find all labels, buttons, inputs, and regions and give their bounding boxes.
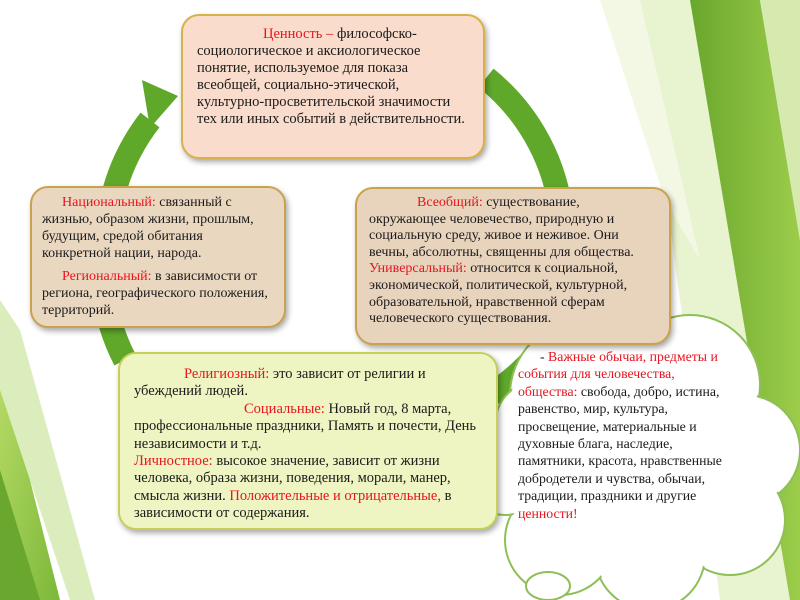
cloud-body: свобода, добро, истина, равенство, мир, культура, просвещение, материальные и духовные блага, наследие, памятники, красота, нравственные добродетели и чувства, обычаи, традиции, праздники и другие xyxy=(518,383,722,504)
regional-term: Региональный: xyxy=(62,269,152,284)
personal-term: Личностное: xyxy=(134,453,213,470)
national-text: связанный с жизнью, образом жизни, прошлым, будущим, средой обитания конкретной нации, народа. xyxy=(42,195,254,261)
value-text: философско-социологическое и аксиологическое понятие, используемое для показа всеобщей, социально-этической, культурно-просветительской значимости тех или иных событий в действительности. xyxy=(197,26,465,127)
universal-box xyxy=(355,187,671,345)
value-definition xyxy=(197,26,469,128)
personal-paragraph xyxy=(134,453,482,523)
religious-social-box xyxy=(118,352,498,530)
cloud-dash: - xyxy=(540,349,549,364)
cloud-lead: Важные обычаи, предметы и события для человечества, общества: xyxy=(518,349,718,399)
social-text: Новый год, 8 марта, профессиональные праздники, Память и почести, День независимости и т.д. xyxy=(134,400,477,452)
universal-paragraph xyxy=(369,195,657,328)
value-definition-box xyxy=(181,14,485,159)
national-paragraph xyxy=(42,194,274,262)
religious-paragraph xyxy=(134,366,482,401)
universal2-text: относится к социальной, экономической, политической, культурной, образовательной, нравственной сферам человеческого существования. xyxy=(369,261,628,327)
universal2-term: Универсальный: xyxy=(369,261,467,277)
universal-text: существование, окружающее человечество, природную и социальную среду, живое и неживое. Они вечны, абсолютны, священны для общества. xyxy=(369,195,634,260)
personal-text: высокое значение, зависит от жизни человека, образа жизни, поведения, морали, манер, смысла жизни. xyxy=(134,453,451,504)
regional-text: в зависимости от региона, географического положения, территорий. xyxy=(42,269,268,318)
cloud-tail-big xyxy=(526,572,570,600)
universal-term: Всеобщий: xyxy=(417,195,483,210)
social-term: Социальные: xyxy=(244,400,325,417)
national-regional-box xyxy=(30,186,286,328)
posneg-text: в зависимости от содержания. xyxy=(134,487,452,522)
national-term: Национальный: xyxy=(62,195,156,210)
religious-term: Религиозный: xyxy=(184,366,270,382)
posneg-term: Положительные и отрицательные, xyxy=(229,487,441,504)
religious-text: это зависит от религии и убеждений людей. xyxy=(134,366,426,400)
social-paragraph xyxy=(134,401,482,453)
cloud-text xyxy=(518,348,728,522)
cloud-end: ценности! xyxy=(518,505,578,521)
regional-paragraph xyxy=(42,268,274,319)
value-term: Ценность – xyxy=(263,26,334,42)
